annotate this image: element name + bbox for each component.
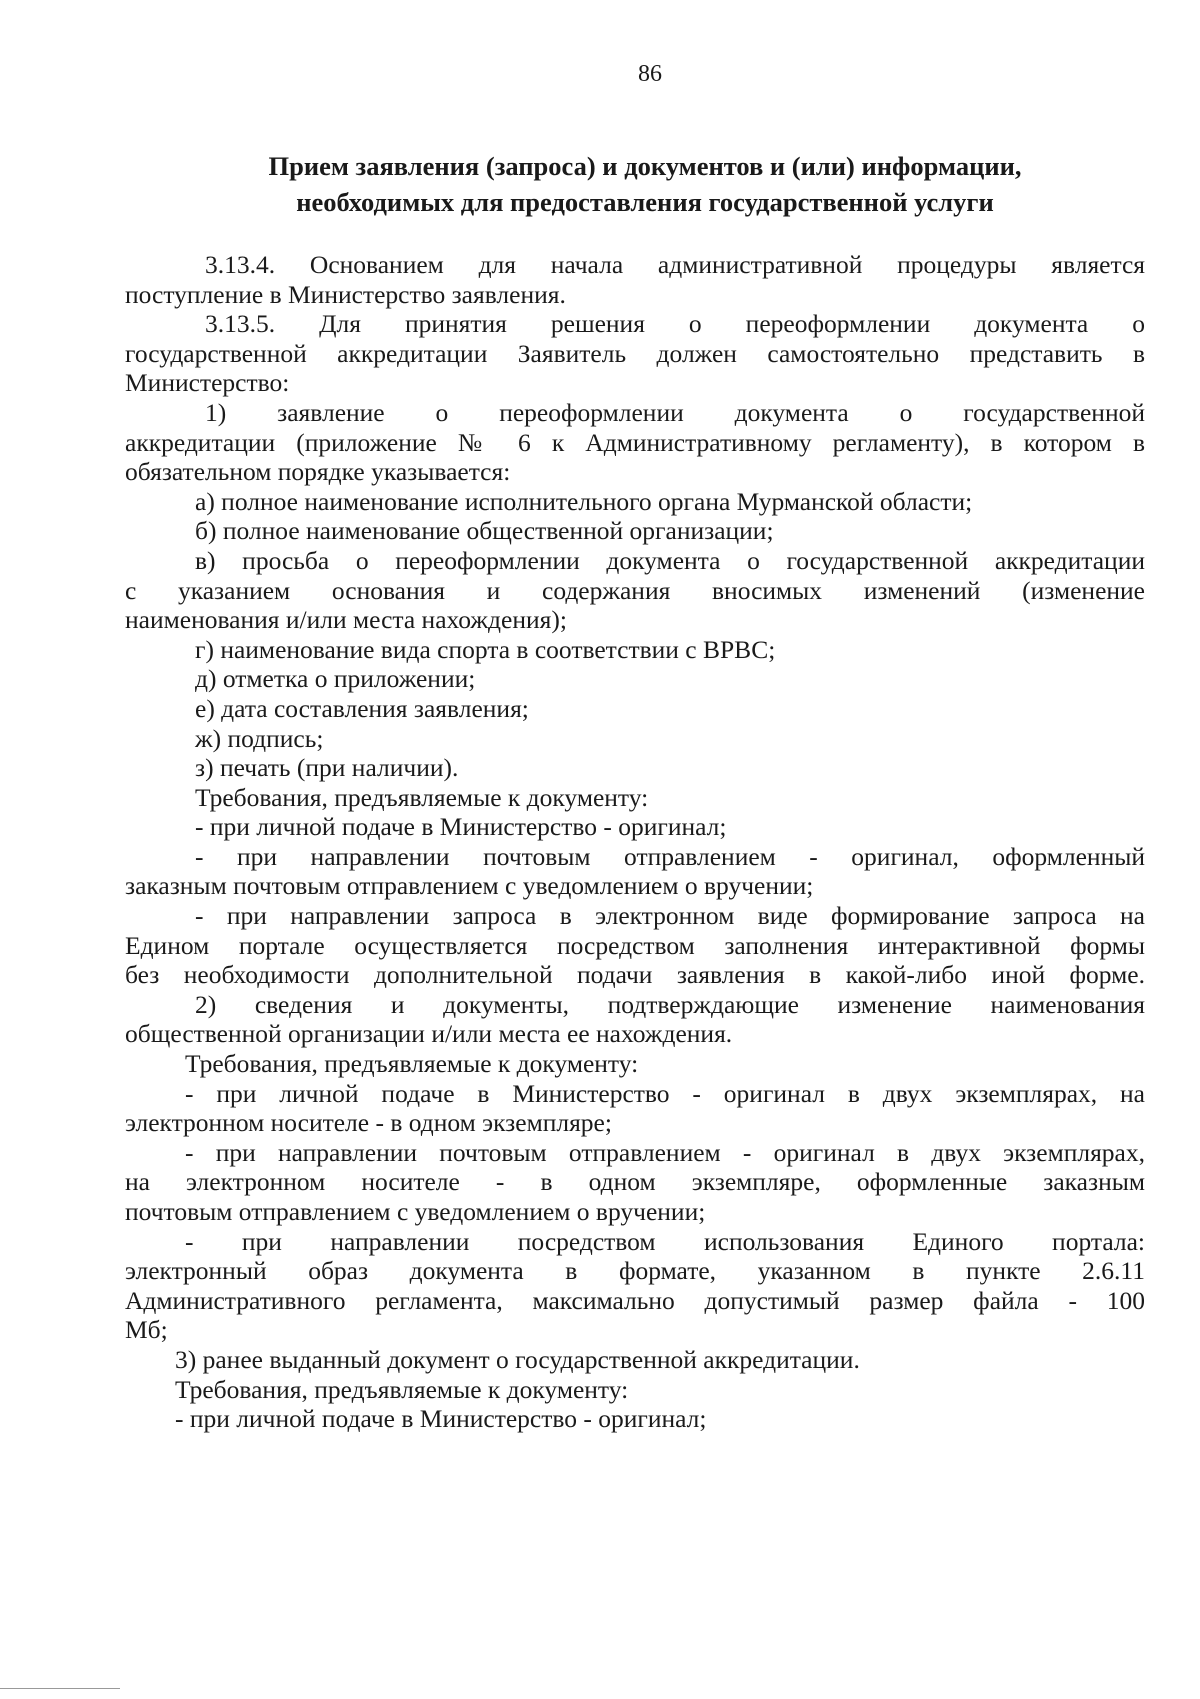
text-line: 3) ранее выданный документ о государственной аккредитации. <box>175 1344 860 1374</box>
text-line: а) полное наименование исполнительного органа Мурманской области; <box>195 486 973 516</box>
title-line-1: Прием заявления (запроса) и документов и (или) информации, <box>268 151 1022 181</box>
text-line: 3.13.4. Основанием для начала административной процедуры является <box>205 250 1145 279</box>
text-line: Министерство: <box>125 368 290 398</box>
text-line: электронном носителе - в одном экземпляре; <box>125 1108 612 1138</box>
text-line: - при личной подаче в Министерство - оригинал; <box>195 812 727 842</box>
text-line: Едином портале осуществляется посредством заполнения интерактивной формы <box>125 930 1145 960</box>
text-line: - при направлении почтовым отправлением - оригинал в двух экземплярах, <box>185 1137 1145 1167</box>
text-line: г) наименование вида спорта в соответствии с ВРВС; <box>195 634 776 664</box>
text-line: электронный образ документа в формате, указанном в пункте 2.6.11 <box>125 1256 1145 1286</box>
text-line: - при направлении посредством использования Единого портала: <box>185 1226 1145 1256</box>
text-line: Административного регламента, максимально допустимый размер файла - 100 <box>125 1285 1145 1315</box>
text-line: Требования, предъявляемые к документу: <box>175 1374 629 1404</box>
text-line: - при направлении запроса в электронном виде формирование запроса на <box>195 901 1145 931</box>
text-line: е) дата составления заявления; <box>195 693 529 723</box>
text-line: - при личной подаче в Министерство - оригинал; <box>175 1404 707 1434</box>
document-body <box>125 250 1145 1434</box>
text-line: 1) заявление о переоформлении документа о государственной <box>205 397 1145 427</box>
text-line: почтовым отправлением с уведомлением о вручении; <box>125 1197 706 1226</box>
text-line: 3.13.5. Для принятия решения о переоформлении документа о <box>205 309 1145 339</box>
text-line: ж) подпись; <box>195 723 324 753</box>
text-line: 2) сведения и документы, подтверждающие изменение наименования <box>195 989 1145 1019</box>
text-line: аккредитации (приложение № 6 к Административному регламенту), в котором в <box>125 427 1145 457</box>
text-line: заказным почтовым отправлением с уведомлением о вручении; <box>125 871 814 901</box>
text-line: з) печать (при наличии). <box>195 753 459 783</box>
text-line: - при личной подаче в Министерство - оригинал в двух экземплярах, на <box>185 1078 1145 1108</box>
text-line: д) отметка о приложении; <box>195 664 476 694</box>
page-number: 86 <box>638 61 662 87</box>
text-line: Требования, предъявляемые к документу: <box>195 782 649 812</box>
text-line: с указанием основания и содержания вносимых изменений (изменение <box>125 575 1145 605</box>
text-line: - при направлении почтовым отправлением - оригинал, оформленный <box>195 841 1145 871</box>
bottom-divider <box>0 1688 120 1689</box>
text-line: Требования, предъявляемые к документу: <box>185 1049 639 1079</box>
text-line: в) просьба о переоформлении документа о государственной аккредитации <box>195 545 1145 575</box>
section-title <box>175 148 1115 220</box>
text-line: б) полное наименование общественной организации; <box>195 516 774 546</box>
text-line: наименования и/или места нахождения); <box>125 605 567 635</box>
text-line: Мб; <box>125 1315 168 1345</box>
title-line-2: необходимых для предоставления государственной услуги <box>296 187 994 217</box>
text-line: без необходимости дополнительной подачи заявления в какой-либо иной форме. <box>125 960 1145 990</box>
text-line: на электронном носителе - в одном экземпляре, оформленные заказным <box>125 1167 1145 1197</box>
text-line: обязательном порядке указывается: <box>125 457 511 487</box>
text-line: общественной организации и/или места ее нахождения. <box>125 1019 733 1049</box>
text-line: поступление в Министерство заявления. <box>125 279 566 309</box>
text-line: государственной аккредитации Заявитель должен самостоятельно представить в <box>125 338 1145 368</box>
